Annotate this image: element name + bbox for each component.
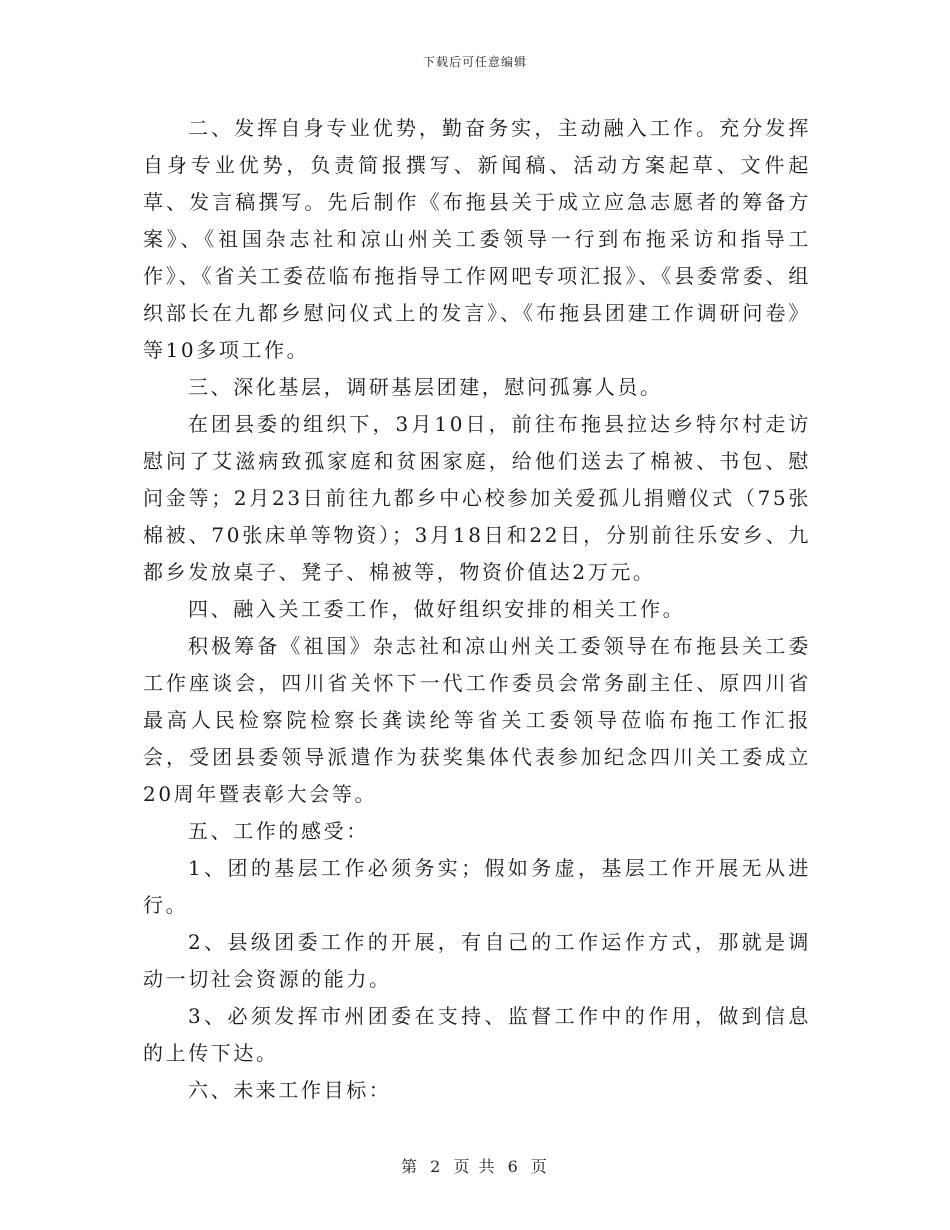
paragraph-section-three-heading: 三、深化基层，调研基层团建，慰问孤寡人员。 (188, 375, 663, 399)
paragraph-feeling-one: 1、团的基层工作必须务实；假如务虚，基层工作开展无从进行。 (143, 856, 811, 917)
page-number-current: 2 (430, 1157, 443, 1176)
paragraph-section-four-body: 积极筹备《祖国》杂志社和凉山州关工委领导在布拖县关工委工作座谈会，四川省关怀下一代工作委员会常务副主任、原四川省最高人民检察院检察长龚读纶等省关工委领导莅临布拖工作汇报会，受团县委领导派遣作为获奖集体代表参加纪念四川关工委成立20周年暨表彰大会等。 (143, 634, 811, 806)
header-note: 下载后可任意编辑 (422, 55, 527, 69)
paragraph-section-two: 二、发挥自身专业优势，勤奋务实，主动融入工作。充分发挥自身专业优势，负责简报撰写、新闻稿、活动方案起草、文件起草、发言稿撰写。先后制作《布拖县关于成立应急志愿者的筹备方案》、《祖国杂志社和凉山州关工委领导一行到布拖采访和指导工作》、《省关工委莅临布拖指导工作网吧专项汇报》、《县委常委、组织部长在九都乡慰问仪式上的发言》、《布拖县团建工作调研问卷》等10多项工作。 (143, 116, 811, 362)
paragraph-feeling-two: 2、县级团委工作的开展，有自己的工作运作方式，那就是调动一切社会资源的能力。 (143, 930, 811, 991)
page-number-suffix: 页 (530, 1157, 549, 1176)
paragraph-section-three-body: 在团县委的组织下，3月10日，前往布拖县拉达乡特尔村走访慰问了艾滋病致孤家庭和贫困家庭，给他们送去了棉被、书包、慰问金等；2月23日前往九都乡中心校参加关爱孤儿捐赠仪式（75张棉被、70张床单等物资）；3月18日和22日，分别前往乐安乡、九都乡发放桌子、凳子、棉被等，物资价值达2万元。 (143, 412, 811, 584)
document-body (143, 110, 811, 1109)
page-number-total: 6 (507, 1157, 520, 1176)
paragraph-section-five-heading: 五、工作的感受： (188, 819, 369, 843)
page-header (0, 53, 950, 70)
page-number-middle: 页 共 (453, 1157, 497, 1176)
paragraph-feeling-three: 3、必须发挥市州团委在支持、监督工作中的作用，做到信息的上传下达。 (143, 1004, 811, 1065)
paragraph-section-six-heading: 六、未来工作目标： (188, 1078, 392, 1102)
page-number-prefix: 第 (401, 1157, 420, 1176)
paragraph-section-four-heading: 四、融入关工委工作，做好组织安排的相关工作。 (188, 597, 686, 621)
page-footer (0, 1154, 950, 1177)
